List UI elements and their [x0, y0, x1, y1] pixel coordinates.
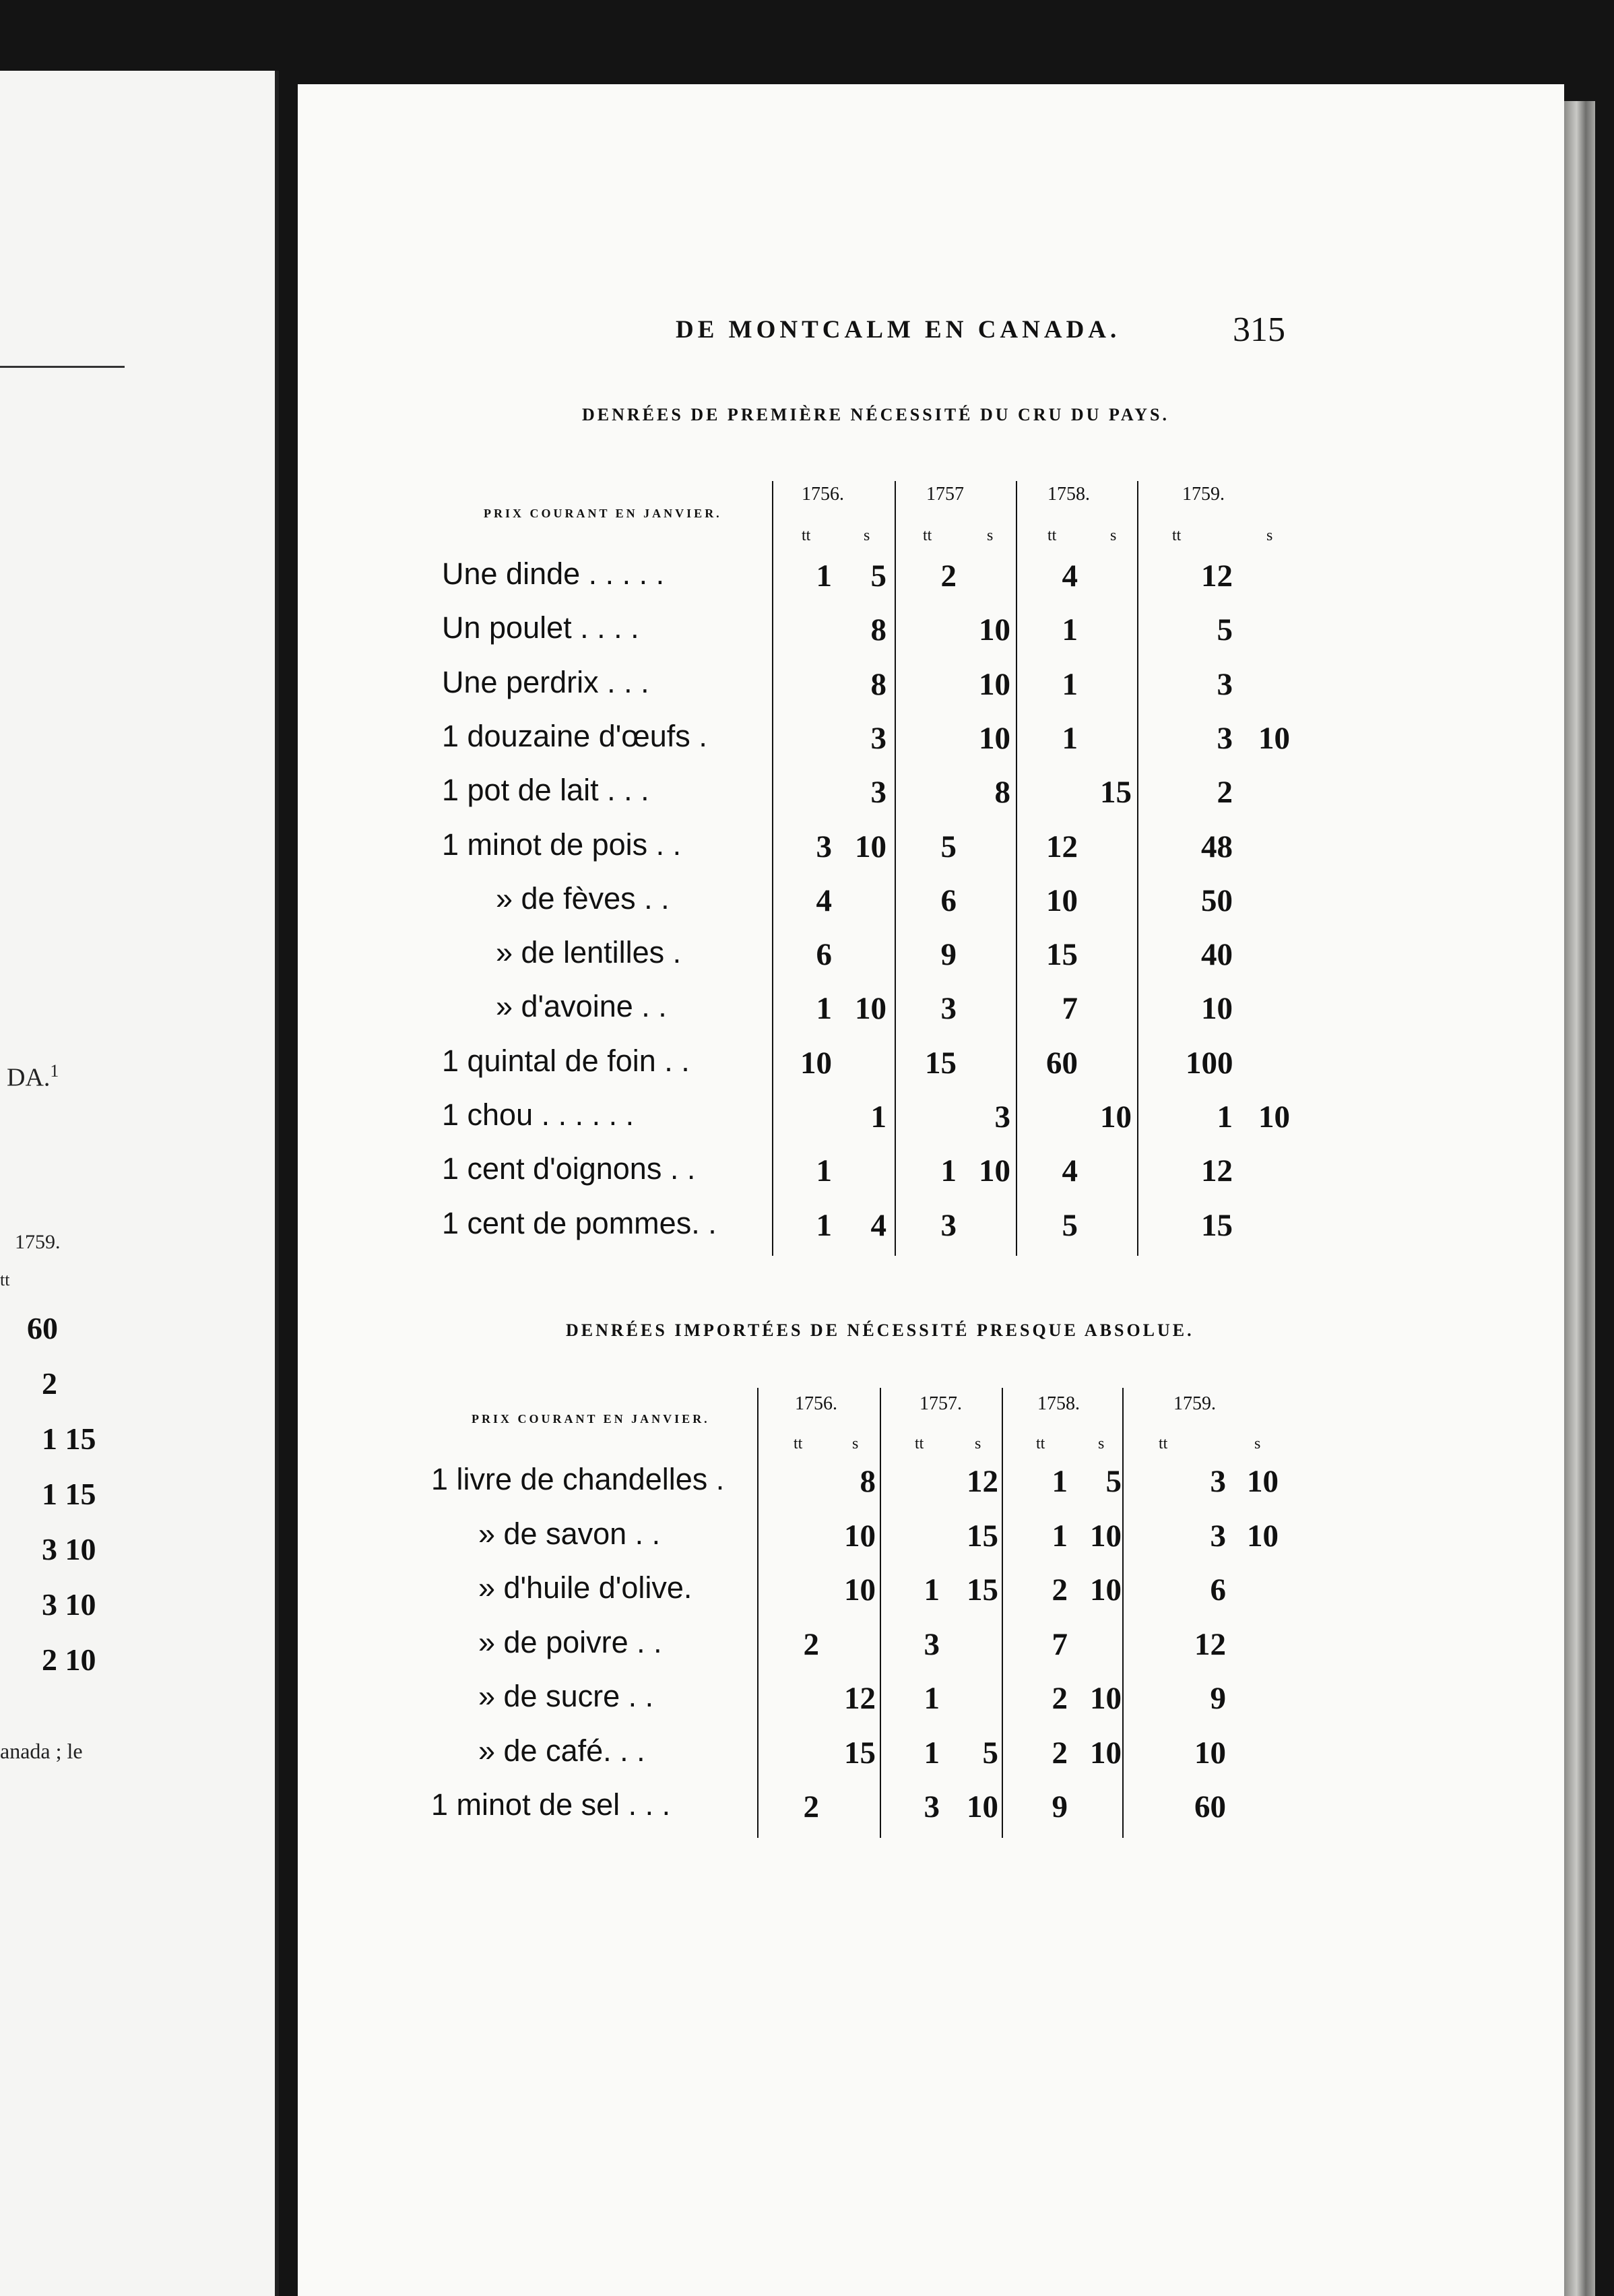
price-cell: 10: [844, 1518, 876, 1554]
column-rule: [895, 481, 896, 1256]
year-header: 1758.: [1047, 484, 1090, 505]
price-cell: 5: [1217, 612, 1233, 648]
price-cell: 10: [1100, 1099, 1132, 1135]
unit-sols: s: [864, 527, 870, 544]
price-cell: 3: [870, 775, 886, 810]
price-cell: 2: [1052, 1572, 1068, 1607]
price-cell: 10: [1258, 720, 1290, 756]
price-cell: 10: [1258, 1099, 1290, 1135]
item-label: 1 minot de pois . .: [442, 827, 682, 862]
item-label: 1 livre de chandelles .: [431, 1462, 725, 1496]
left-page-value: 3 10: [42, 1532, 96, 1566]
price-cell: 5: [982, 1735, 998, 1771]
unit-livres: tt: [1036, 1435, 1045, 1453]
year-header: 1759.: [1182, 484, 1225, 505]
unit-livres: tt: [1159, 1435, 1168, 1453]
item-label: 1 pot de lait . . .: [442, 773, 649, 808]
price-cell: 3: [1217, 720, 1233, 756]
price-cell: 15: [844, 1735, 876, 1771]
unit-sols: s: [987, 527, 994, 544]
unit-livres: tt: [915, 1435, 924, 1453]
table2-title: DENRÉES IMPORTÉES DE NÉCESSITÉ PRESQUE ABSOLUE.: [566, 1320, 1194, 1340]
price-cell: 2: [803, 1626, 819, 1662]
price-cell: 12: [967, 1464, 998, 1499]
price-cell: 1: [1052, 1518, 1068, 1554]
price-cell: 3: [994, 1099, 1010, 1135]
price-cell: 8: [870, 612, 886, 648]
column-rule: [1002, 1388, 1003, 1838]
item-label: » d'huile d'olive.: [478, 1570, 692, 1605]
year-header: 1757: [926, 484, 964, 505]
price-cell: 10: [855, 829, 886, 864]
price-cell: 6: [1210, 1572, 1226, 1607]
price-cell: 12: [1194, 1626, 1226, 1662]
price-cell: 1: [1062, 720, 1078, 756]
price-cell: 1: [1062, 666, 1078, 702]
column-rule: [1016, 481, 1017, 1256]
price-cell: 3: [940, 991, 957, 1027]
item-label: Un poulet . . . .: [442, 610, 639, 645]
price-cell: 5: [1062, 1207, 1078, 1243]
price-cell: 6: [816, 937, 832, 973]
price-cell: 10: [979, 1153, 1010, 1189]
year-header: 1757.: [919, 1393, 962, 1414]
item-label: » de poivre . .: [478, 1624, 662, 1659]
price-cell: 8: [994, 775, 1010, 810]
price-cell: 3: [870, 720, 886, 756]
left-page-footer-fragment: anada ; le: [0, 1739, 83, 1763]
price-cell: 8: [870, 666, 886, 702]
price-cell: 3: [940, 1207, 957, 1243]
price-cell: 1: [1217, 1099, 1233, 1135]
price-cell: 10: [979, 612, 1010, 648]
left-page-value: 2 10: [42, 1643, 96, 1677]
price-cell: 2: [1217, 775, 1233, 810]
page-edge: [1564, 101, 1595, 2296]
price-cell: 3: [1210, 1518, 1226, 1554]
unit-livres: tt: [802, 527, 811, 544]
price-cell: 10: [979, 666, 1010, 702]
left-page-unit: tt: [0, 1270, 10, 1289]
item-label: » de sucre . .: [478, 1679, 654, 1713]
left-page-year: 1759.: [15, 1231, 61, 1253]
item-label: » d'avoine . .: [496, 989, 667, 1024]
price-cell: 10: [1090, 1735, 1122, 1771]
price-cell: 3: [1210, 1464, 1226, 1499]
price-cell: 2: [940, 559, 957, 594]
price-cell: 9: [1210, 1681, 1226, 1716]
price-cell: 9: [940, 937, 957, 973]
item-label: » de café. . .: [478, 1733, 645, 1768]
price-cell: 15: [967, 1572, 998, 1607]
price-cell: 15: [967, 1518, 998, 1554]
left-page-fragment: [0, 71, 279, 2296]
price-cell: 1: [816, 559, 832, 594]
price-cell: 1: [816, 1153, 832, 1189]
left-page-value: 1 15: [42, 1422, 96, 1456]
price-cell: 2: [803, 1789, 819, 1824]
price-cell: 10: [1247, 1518, 1279, 1554]
price-cell: 3: [816, 829, 832, 864]
item-label: » de fèves . .: [496, 881, 670, 916]
column-rule: [772, 481, 773, 1256]
price-cell: 48: [1201, 829, 1233, 864]
price-cell: 7: [1052, 1626, 1068, 1662]
price-cell: 1: [924, 1572, 940, 1607]
unit-sols: s: [1266, 527, 1273, 544]
price-cell: 1: [1062, 612, 1078, 648]
price-cell: 15: [925, 1045, 957, 1081]
price-cell: 10: [1090, 1681, 1122, 1716]
item-label: Une perdrix . . .: [442, 664, 649, 699]
price-cell: 10: [844, 1572, 876, 1607]
price-cell: 12: [1201, 559, 1233, 594]
price-cell: 5: [940, 829, 957, 864]
price-cell: 10: [1090, 1518, 1122, 1554]
price-cell: 60: [1194, 1789, 1226, 1824]
running-title: DE MONTCALM EN CANADA.: [676, 316, 1121, 344]
price-cell: 4: [1062, 1153, 1078, 1189]
column-rule: [1137, 481, 1138, 1256]
price-cell: 10: [1194, 1735, 1226, 1771]
unit-livres: tt: [1047, 527, 1057, 544]
price-cell: 10: [1201, 991, 1233, 1027]
price-cell: 12: [844, 1681, 876, 1716]
price-cell: 1: [940, 1153, 957, 1189]
left-page-value: 2: [42, 1366, 57, 1401]
table1-col-title: PRIX COURANT EN JANVIER.: [484, 507, 722, 520]
price-cell: 1: [816, 1207, 832, 1243]
price-cell: 8: [860, 1464, 876, 1499]
price-cell: 4: [870, 1207, 886, 1243]
price-cell: 50: [1201, 883, 1233, 918]
price-cell: 10: [1090, 1572, 1122, 1607]
left-page-heading-fragment: DA.$^1$: [7, 1061, 59, 1092]
price-cell: 12: [1046, 829, 1078, 864]
table2-col-title: PRIX COURANT EN JANVIER.: [472, 1412, 710, 1426]
price-cell: 1: [816, 991, 832, 1027]
year-header: 1758.: [1037, 1393, 1080, 1414]
unit-sols: s: [1110, 527, 1117, 544]
price-cell: 10: [1046, 883, 1078, 918]
unit-livres: tt: [923, 527, 932, 544]
price-cell: 3: [924, 1789, 940, 1824]
price-cell: 7: [1062, 991, 1078, 1027]
item-label: » de lentilles .: [496, 935, 682, 970]
unit-sols: s: [1098, 1435, 1105, 1453]
year-header: 1759.: [1173, 1393, 1216, 1414]
table1-title: DENRÉES DE PREMIÈRE NÉCESSITÉ DU CRU DU PAYS.: [582, 405, 1170, 424]
item-label: Une dinde . . . . .: [442, 556, 665, 591]
item-label: 1 chou . . . . . .: [442, 1097, 635, 1132]
price-cell: 9: [1052, 1789, 1068, 1824]
left-page-value: 60: [27, 1311, 58, 1345]
year-header: 1756.: [795, 1393, 837, 1414]
price-cell: 3: [1217, 666, 1233, 702]
price-cell: 15: [1100, 775, 1132, 810]
column-rule: [757, 1388, 758, 1838]
price-cell: 15: [1201, 1207, 1233, 1243]
price-cell: 1: [870, 1099, 886, 1135]
unit-sols: s: [975, 1435, 981, 1453]
price-cell: 10: [1247, 1464, 1279, 1499]
price-cell: 10: [855, 991, 886, 1027]
item-label: 1 cent d'oignons . .: [442, 1151, 696, 1186]
price-cell: 2: [1052, 1735, 1068, 1771]
price-cell: 60: [1046, 1045, 1078, 1081]
price-cell: 4: [1062, 559, 1078, 594]
price-cell: 3: [924, 1626, 940, 1662]
price-cell: 1: [924, 1735, 940, 1771]
price-cell: 12: [1201, 1153, 1233, 1189]
price-cell: 10: [967, 1789, 998, 1824]
price-cell: 15: [1046, 937, 1078, 973]
price-cell: 10: [800, 1045, 832, 1081]
price-cell: 100: [1186, 1045, 1233, 1081]
column-rule: [1122, 1388, 1124, 1838]
item-label: 1 minot de sel . . .: [431, 1787, 671, 1822]
price-cell: 6: [940, 883, 957, 918]
year-header: 1756.: [802, 484, 844, 505]
item-label: 1 cent de pommes. .: [442, 1205, 717, 1240]
unit-livres: tt: [794, 1435, 803, 1453]
left-page-value: 3 10: [42, 1587, 96, 1622]
price-cell: 5: [1105, 1464, 1122, 1499]
price-cell: 4: [816, 883, 832, 918]
divider: [0, 366, 125, 368]
price-cell: 10: [979, 720, 1010, 756]
price-cell: 5: [870, 559, 886, 594]
column-rule: [880, 1388, 881, 1838]
item-label: 1 quintal de foin . .: [442, 1043, 690, 1078]
price-cell: 2: [1052, 1681, 1068, 1716]
price-cell: 40: [1201, 937, 1233, 973]
unit-sols: s: [852, 1435, 859, 1453]
left-page-value: 1 15: [42, 1477, 96, 1511]
item-label: » de savon . .: [478, 1516, 661, 1551]
price-cell: 1: [924, 1681, 940, 1716]
price-cell: 1: [1052, 1464, 1068, 1499]
page-number: 315: [1233, 311, 1285, 349]
unit-livres: tt: [1172, 527, 1182, 544]
unit-sols: s: [1254, 1435, 1261, 1453]
item-label: 1 douzaine d'œufs .: [442, 718, 707, 753]
